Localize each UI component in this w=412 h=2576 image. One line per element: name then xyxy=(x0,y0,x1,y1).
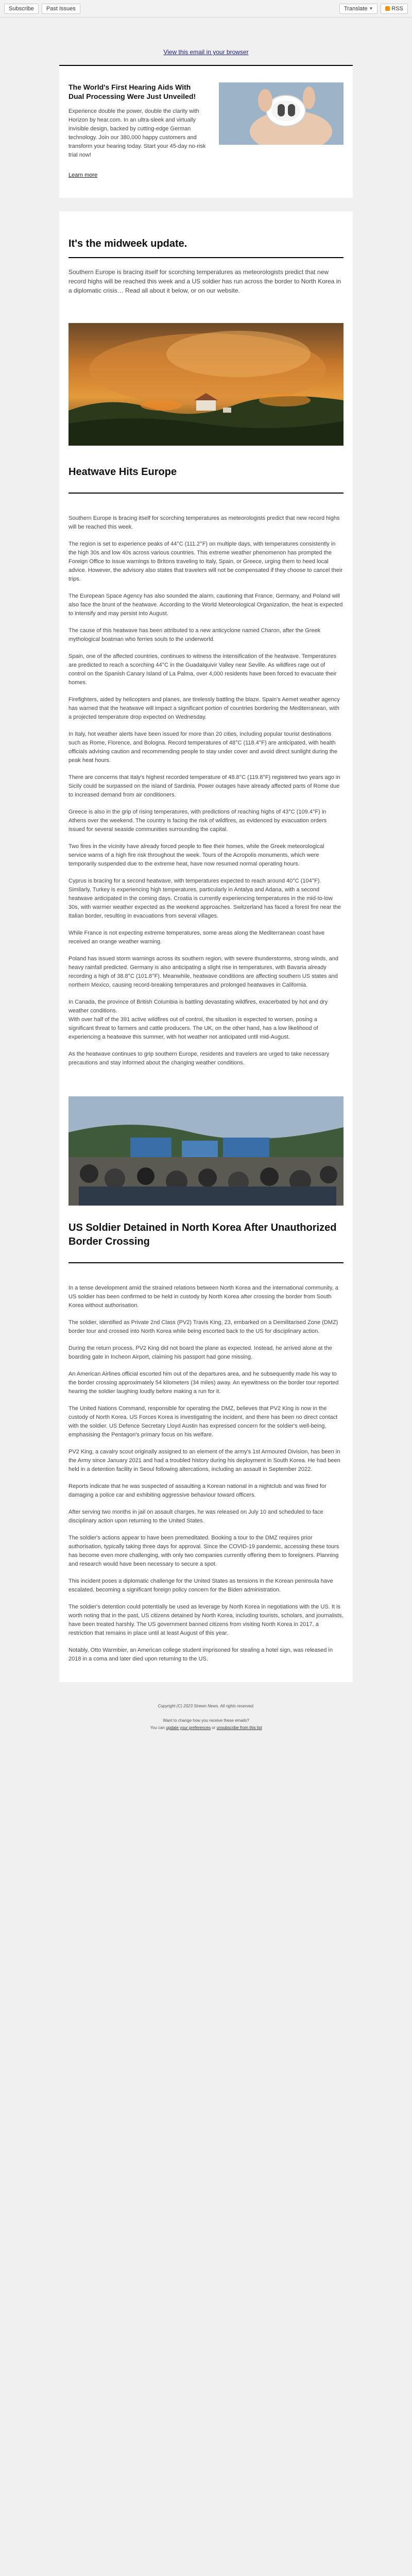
wildfire-image xyxy=(68,323,344,446)
view-in-browser-link[interactable]: View this email in your browser xyxy=(163,48,249,56)
rss-icon xyxy=(385,6,390,11)
ad-hearing-aid-image[interactable] xyxy=(219,82,344,145)
chevron-down-icon: ▼ xyxy=(369,6,373,11)
heatwave-paragraph: Spain, one of the affected countries, continues to witness the intensification of the heatwave. Temperatures are predicted to reach a scorching 44°C in the Guadalquivir Valley near Seville. As wildfires rage out of control on the Spanish Canary Island of La Palma, over 4,000 residents have been forced to evacuate their homes. xyxy=(68,653,337,686)
heatwave-paragraph: As the heatwave continues to grip southern Europe, residents and travelers are urged to take necessary precautions and stay informed about the changing weather conditions. xyxy=(68,1051,330,1066)
footer-middle: or xyxy=(210,1725,217,1730)
footer-copyright: Copyright (C) 2023 Strewn News. All rights reserved. xyxy=(158,1704,254,1708)
soldier-paragraph: The soldier's detention could potentially be used as leverage by North Korea in negotiations with the US. It is worth noting that in the past, US citizens detained by North Korea, including tourists, scholars, and journalists, have been treated harshly. The US government banned citizens from visiting North Korea in 2017, a restriction that remains in place until at least August of this year. xyxy=(68,1604,344,1636)
heatwave-paragraph: The region is set to experience peaks of 44°C (111.2°F) on multiple days, with temperatures consistently in the high 30s and low 40s across various countries. This extreme weather phenomenon has prompted the Foreign Office to issue warnings to Britons traveling to Italy, Spain, or Greece, urging them to heed local advice. However, the advisory also states that travelers will not be compensated if they choose to cancel their trips. xyxy=(68,541,342,582)
heatwave-paragraph: Southern Europe is bracing itself for scorching temperatures as meteorologists predict that new record highs will be reached this week. xyxy=(68,515,340,530)
update-preferences-link[interactable]: update your preferences xyxy=(166,1725,211,1730)
learn-more-link[interactable]: Learn more xyxy=(68,172,98,178)
soldier-paragraph: Notably, Otto Warmbier, an American college student imprisoned for stealing a hotel sign, was released in 2018 in a coma and later died upon returning to the US. xyxy=(68,1647,333,1662)
heatwave-paragraph: In Canada, the province of British Columbia is battling devastating wildfires, exacerbated by hot and dry weather conditions. With over half of the 391 active wildfires out of control, the situation is expected to worsen, posing a significant threat to farmers and cattle producers. The UK, on the other hand, has a low likelihood of experiencing a heatwave this summer, with hot weather not anticipated until mid-August. xyxy=(68,999,328,1040)
soldier-paragraph: The United Nations Command, responsible for operating the DMZ, believes that PV2 King is now in the custody of North Korea. US Forces Korea is investigating the incident, and there has been no direct contact with the soldier. US Defence Secretary Lloyd Austin has expressed concern for the soldier's well-being, emphasising the Pentagon's primary focus on his welfare. xyxy=(68,1405,338,1438)
article-heatwave xyxy=(59,323,353,1091)
intro-title: It's the midweek update. xyxy=(68,238,344,258)
footer xyxy=(0,1682,412,1747)
ad-block xyxy=(59,65,353,198)
soldier-paragraph: This incident poses a diplomatic challenge for the United States as tensions in the Korean peninsula have escalated, becoming a significant foreign policy concern for the Biden administration. xyxy=(68,1578,333,1593)
soldier-paragraph: An American Airlines official escorted him out of the departures area, and he subsequently made his way to the border crossing approximately 54 kilometers (34 miles) away. An eyewitness on the border tour reported hearing the soldier laughing loudly before making a run for it. xyxy=(68,1371,339,1395)
article-body-heatwave xyxy=(59,494,353,1067)
soldier-paragraph: After serving two months in jail on assault charges, he was released on July 10 and scheduled to face disciplinary action upon returning to the United States. xyxy=(68,1509,323,1524)
intro-block xyxy=(59,211,353,323)
soldier-paragraph: PV2 King, a cavalry scout originally assigned to an element of the army's 1st Armoured Division, has been in the Army since January 2021 and had a troubled history during his deployment in South Korea. He had been held in a detention facility in Seoul following altercations, including an assault in September 2022. xyxy=(68,1449,340,1472)
footer-links xyxy=(0,1724,412,1732)
section-gap xyxy=(59,198,353,211)
article-title-heatwave: Heatwave Hits Europe xyxy=(68,446,344,494)
heatwave-paragraph: Cyprus is bracing for a second heatwave, with temperatures expected to reach around 40°C (104°F). Similarly, Turkey is experiencing high temperatures, particularly in Antalya and Adana, with a second heatwave anticipated in the coming days. Croatia is currently experiencing temperatures in the mid-to-low 30s, with warmer weather expected as the weekend approaches. Switzerland has faced a forest fire near the Italian border, resulting in evacuations from several villages. xyxy=(68,878,341,919)
heatwave-paragraph: Firefighters, aided by helicopters and planes, are tirelessly battling the blaze. Spain's Aemet weather agency has warned that the heatwave will impact a significant portion of countries bordering the Mediterranean, with a projected temperature drop expected on Wednesday. xyxy=(68,697,340,720)
rss-button[interactable] xyxy=(381,4,408,14)
soldier-paragraph: The soldier's actions appear to have been premeditated. Booking a tour to the DMZ requires prior authorisation, typically taking three days for approval. Since the COVID-19 pandemic, accessing these tours has become even more challenging, with only two companies currently offering them to foreigners. Planning and research would have been necessary to secure a spot. xyxy=(68,1535,339,1567)
heatwave-paragraph: While France is not expecting extreme temperatures, some areas along the Mediterranean coast have received an orange weather warning. xyxy=(68,930,325,945)
article-body-soldier xyxy=(59,1263,353,1664)
ad-body: Experience double the power, double the clarity with Horizon by hear.com. In an ultra-sleek and virtually invisible design, backed by cutting-edge German technology. Join our 380,000 happy customers and transform your hearing today. Start your 45-day no-risk trial now! xyxy=(68,108,206,158)
rss-label: RSS xyxy=(391,5,403,12)
heatwave-paragraph: In Italy, hot weather alerts have been issued for more than 20 cities, including popular tourist destinations such as Rome, Florence, and Bologna. Record temperatures of 48°C (118.4°F) are anticipated, with health officials advising caution and recommending people to stay under cover and avoid direct sunlight during the peak heat hours. xyxy=(68,731,338,764)
browser-link-row xyxy=(0,18,412,65)
hearing-aid-illustration xyxy=(219,82,344,145)
footer-prefix: You can xyxy=(150,1725,166,1730)
past-issues-button[interactable]: Past Issues xyxy=(42,4,80,14)
subscribe-button[interactable]: Subscribe xyxy=(4,4,39,14)
dmz-image xyxy=(68,1096,344,1206)
heatwave-paragraph: Two fires in the vicinity have already forced people to flee their homes, while the Greek meteorological service warns of a high fire risk throughout the week. Tours of the Acropolis monuments, which were temporarily suspended due to the extreme heat, have now resumed normal operating hours. xyxy=(68,843,324,867)
dmz-illustration xyxy=(68,1096,344,1206)
footer-question: Want to change how you receive these emails? xyxy=(163,1718,249,1723)
translate-button[interactable] xyxy=(339,4,377,14)
top-bar xyxy=(0,0,412,18)
soldier-paragraph: In a tense development amid the strained relations between North Korea and the international community, a US soldier has been confirmed to be held in custody by North Korea after crossing the border from South Korea without authorisation. xyxy=(68,1285,338,1309)
heatwave-paragraph: The cause of this heatwave has been attributed to a new anticyclone named Charon, after the Greek mythological boatman who ferries souls to the underworld. xyxy=(68,628,321,642)
heatwave-paragraph: Poland has issued storm warnings across its southern region, with severe thunderstorms, strong winds, and heavy rainfall predicted. Germany is also anticipating a slight rise in temperatures, with Bavaria already recording a high of 38.8°C (101.8°F). Meanwhile, heatwave conditions are affecting southern US states and northern Mexico, causing record-breaking temperatures and prolonged heatwaves in California. xyxy=(68,956,338,988)
heatwave-paragraph: Greece is also in the grip of rising temperatures, with predictions of reaching highs of 43°C (109.4°F) in Athens over the weekend. The country is facing the risk of wildfires, as evidenced by evacuation orders issued for several seaside communities surrounding the capital. xyxy=(68,809,327,833)
soldier-paragraph: Reports indicate that he was suspected of assaulting a Korean national in a nightclub and was fined for damaging a police car and exhibiting aggressive behaviour toward officers. xyxy=(68,1483,327,1498)
heatwave-paragraph: There are concerns that Italy's highest recorded temperature of 48.8°C (119.8°F) registered two years ago in Sicily could be surpassed on the island of Sardinia. Power outages have already affected parts of Rome due to increased demand from air conditioners. xyxy=(68,774,340,798)
ad-title: The World's First Hearing Aids With Dual Processing Were Just Unveiled! xyxy=(68,83,196,100)
article-soldier xyxy=(59,1091,353,1682)
heatwave-paragraph: The European Space Agency has also sounded the alarm, cautioning that France, Germany, and Poland will also face the brunt of the heatwave. According to the World Meteorological Organization, the heat is expected to intensify and may persist into August. xyxy=(68,593,343,617)
soldier-paragraph: During the return process, PV2 King did not board the plane as expected. Instead, he arrived alone at the boarding gate in Incheon Airport, claiming his passport had gone missing. xyxy=(68,1345,332,1360)
email-container xyxy=(59,65,353,1682)
top-bar-right xyxy=(339,4,408,14)
translate-label: Translate xyxy=(344,5,368,12)
soldier-paragraph: The soldier, identified as Private 2nd Class (PV2) Travis King, 23, embarked on a Demilitarised Zone (DMZ) border tour and crossed into North Korea while being escorted back to the US for disciplinary action. xyxy=(68,1319,338,1334)
unsubscribe-link[interactable]: unsubscribe from this list xyxy=(216,1725,262,1730)
intro-body: Southern Europe is bracing itself for scorching temperatures as meteorologists predict that new record highs will be reached this week and a US soldier has run across the border to North Korea in a diplomatic crisis… Read all about it below, or on our website. xyxy=(68,268,341,294)
wildfire-illustration xyxy=(68,323,344,446)
article-title-soldier: US Soldier Detained in North Korea After Unauthorized Border Crossing xyxy=(68,1206,344,1263)
